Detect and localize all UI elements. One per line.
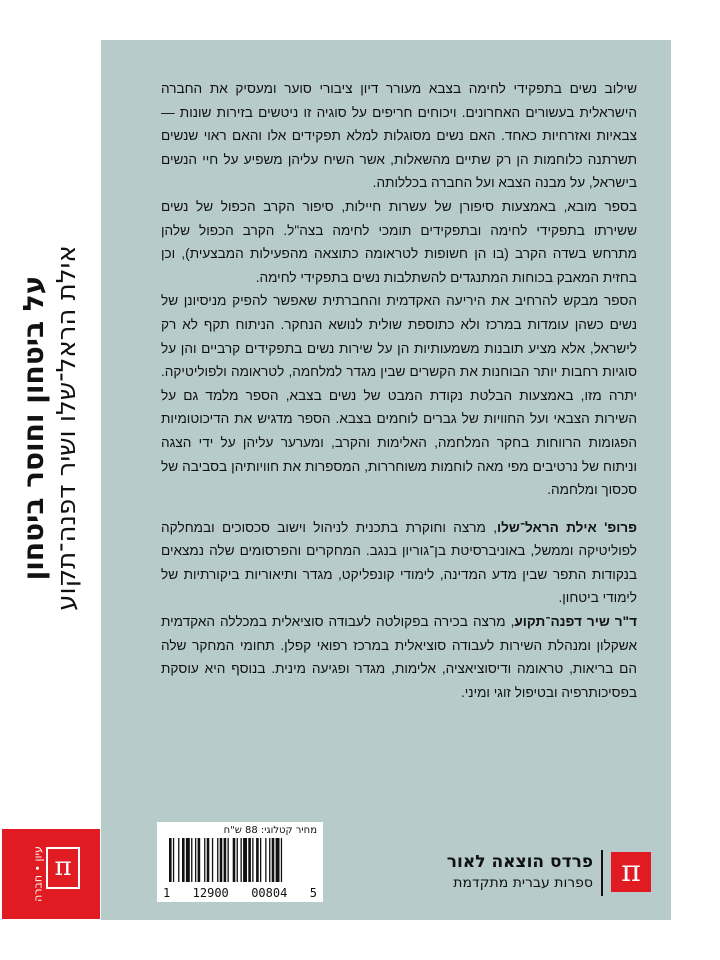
barcode-digit-group: 1 <box>163 886 171 900</box>
barcode-icon <box>165 838 315 882</box>
blurb-paragraph-2: בספר מובא, באמצעות סיפורן של עשרות חיילות, סיפור הקרב הכפול של נשים ששירתו בתפקידי לחימה ובתפקידים תומכי לחימה בצה"ל. הקרב הכפול שלהן מתרחש בשדה הקרב (בו הן חשופות לטראומה כתוצאה מהפעילות המבצעית), וכן בחזית המאבק בכוחות המתנגדים להשתלבות נשים בתפקידי לחימה. <box>161 198 637 285</box>
publisher-pi-logo-icon: π <box>611 852 651 892</box>
barcode-digit-group: 00804 <box>251 886 288 900</box>
spine-pi-logo-icon: π <box>46 847 80 889</box>
book-spine <box>0 40 100 920</box>
publisher-tagline: ספרות עברית מתקדמת <box>453 875 593 891</box>
publisher-divider <box>601 850 603 896</box>
barcode-box <box>157 822 323 902</box>
spine-series-label: עיון • חברה <box>31 846 45 902</box>
author-bio-2 <box>161 610 637 704</box>
author-2-bio-text: , מרצה בכירה בפקולטה לעבודה סוציאלית במכללה האקדמית אשקלון ומנהלת השירות לעבודה סוציאלית במרכז רפואי קפלן. תחומי המחקר שלה הם בריאות, טראומה ודיסוציאציה, אלימות, מגדר ופגיעה מינית. בנוסף היא עוסקת בפסיכותרפיה ובטיפול זוגי ומיני. <box>161 614 637 700</box>
author-2-name: ד"ר שיר דפנה־תקוע <box>514 614 637 630</box>
spine-series-bar <box>2 829 100 919</box>
barcode-number <box>163 886 317 900</box>
back-cover-blurb <box>161 77 637 704</box>
barcode-digit-group: 12900 <box>192 886 229 900</box>
author-bio-1 <box>161 516 637 610</box>
blurb-paragraph-1: שילוב נשים בתפקידי לחימה בצבא מעורר דיון ציבורי סוער ומעסיק את החברה הישראלית בעשורים האחרונים. ויכוחים חריפים על סוגיה זו ניטשים בזירות שונות — צבאיות ואזרחיות כאחד. האם נשים מסוגלות למלא תפקידים אלו והאם ראוי שנשים תשרתנה כלוחמות הן רק שתיים מהשאלות, אשר השיח עליהן משפיע על חיי הנשים בישראל, על מבנה הצבא ועל החברה בכללותה. <box>161 81 637 191</box>
spine-text-block <box>5 58 95 798</box>
publisher-block <box>421 850 651 900</box>
blurb-paragraph-3: הספר מבקש להרחיב את היריעה האקדמית והחברתית שאפשר להפיק מניסיונן של נשים כשהן עומדות במרכז ולא כתוספת שולית לנושא הנחקר. הניתוח תקף לא רק לישראל, אלא מציע תובנות משמעותיות הן על שירות נשים בתפקידים קרביים והן על סוגיות רחבות יותר הבוחנות את הקשרים שבין מגדר למלחמה, לטראומה ולפוליטיקה. יתרה מזו, באמצעות הבלטת נקודת המבט של נשים בצבא, הספר מלמד גם על השירות הצבאי ועל החוויות של גברים לוחמים בצבא. הספר מדגיש את הדיכוטומיות הפגומות הרווחות בחקר המלחמה, האלימות והקרב, ומערער עליהן על ידי הצגה וניתוח של נרטיבים מפי מאה לוחמות משוחררות, המספרות את חוויותיהן בסביבה של סכסוך ומלחמה. <box>161 293 637 498</box>
author-1-bio-text: , מרצה וחוקרת בתכנית לניהול וישוב סכסוכים ובמחלקה לפוליטיקה וממשל, באוניברסיטת בן־גוריון בנגב. המחקרים והפרסומים שלה נמצאים בנקודות התפר שבין מדע המדינה, לימודי קונפליקט, מגדר ותיאוריות ביקורתיות של לימודי ביטחון. <box>161 519 637 606</box>
catalog-price: מחיר קטלוגי: 88 ש"ח <box>223 825 317 836</box>
author-1-name: פרופ' אילת הראל־שלו <box>497 519 638 535</box>
barcode-digit-group: 5 <box>309 886 317 900</box>
back-cover <box>101 40 671 920</box>
publisher-name: פרדס הוצאה לאור <box>446 852 593 872</box>
spine-title: על ביטחון וחוסר ביטחון <box>16 275 50 581</box>
spine-authors: אילת הראל־שלו ושיר דפנה־תקוע <box>52 245 83 611</box>
